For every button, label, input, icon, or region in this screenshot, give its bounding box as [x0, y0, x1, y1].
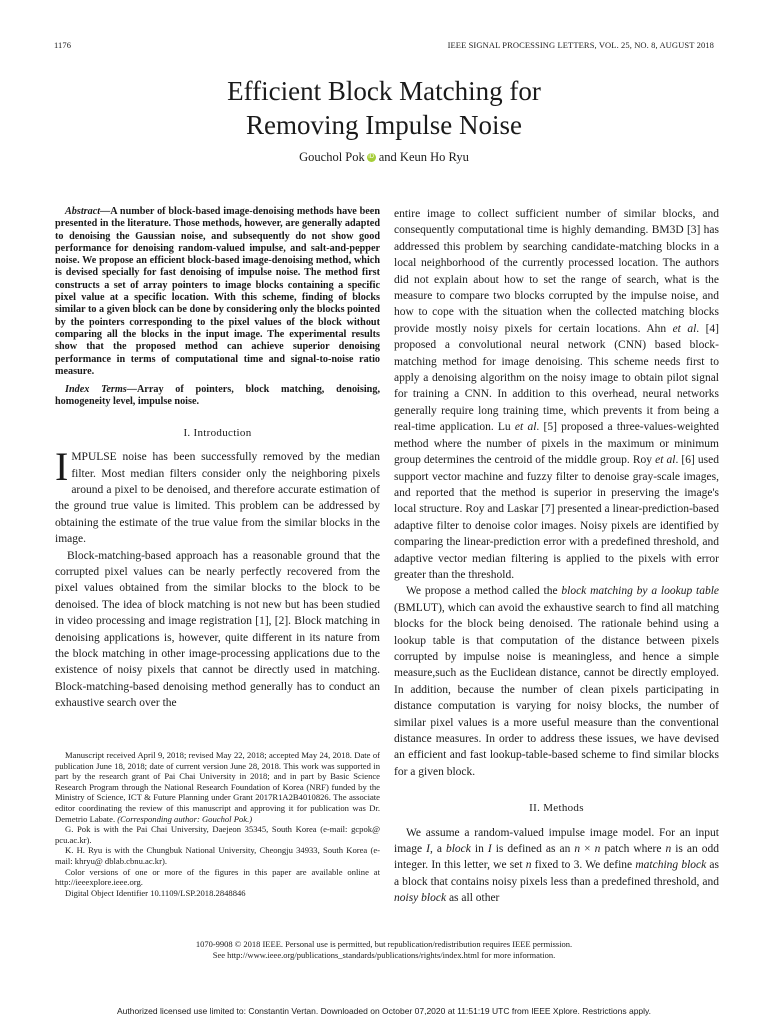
author-list [0, 150, 768, 165]
footnotes [55, 750, 380, 898]
footnote-color: Color versions of one or more of the figures in this paper are available online at http://ieeexplore.ieee.org. [55, 866, 380, 888]
footnote-doi: Digital Object Identifier 10.1109/LSP.2018.2848846 [65, 887, 246, 898]
bmlut-term: block matching by a lookup table [561, 585, 719, 598]
journal-header: IEEE SIGNAL PROCESSING LETTERS, VOL. 25, NO. 8, AUGUST 2018 [447, 40, 714, 50]
text-run: in [474, 843, 484, 856]
right-column [394, 206, 719, 907]
text-run: as all other [448, 892, 500, 905]
author-first: Gouchol Pok [299, 150, 365, 164]
footnote-pok: G. Pok is with the Pai Chai University, Daejeon 35345, South Korea (e-mail: gcpok@ pcu.ac.kr). [55, 824, 380, 845]
corresponding-author: (Corresponding author: Gouchol Pok.) [117, 813, 253, 824]
right-paragraph-2 [394, 583, 719, 780]
right-paragraph-1 [394, 206, 719, 583]
section-heading-methods: II. Methods [529, 802, 584, 815]
section-heading-introduction: I. Introduction [183, 426, 252, 439]
text-run: . [5] proposed a three-values-weighted method where the number of pixels in the maximum or minimum group determines the centroid of the middle group. Roy [394, 421, 719, 467]
left-column [55, 206, 380, 712]
paper-title [0, 74, 768, 142]
page-number: 1176 [54, 40, 72, 50]
title-line-1: Efficient Block Matching for [227, 76, 541, 106]
intro-paragraph-1 [55, 444, 380, 547]
var-n: n [525, 859, 532, 872]
intro-p1-text: MPULSE noise has been successfully removed by the median filter. Most median filters consider only the neighboring pixels around a pixel to be denoised, and therefore accurate estimation of the ground true value is limited. This problem can be addressed by obtaining the estimate of the true value from the similar blocks in the image. [55, 451, 380, 546]
abstract-text: A number of block-based image-denoising methods have been presented in the literature. Those methods, however, are generally adapted to denoising the Gaussian noise, and subsequently do not show good performance for denoising random-valued impulse, and salt-and-pepper noise. We propose an efficient block-based image-denoising method, which is devised specially for fast denoising of impulse noise. The method first constructs a set of array pointers to image blocks containing a specific pixel value at a specific location. With this scheme, finding of blocks similar to a given block can be done by considering only the blocks pointed by the pointers corresponding to the pixel values of the block without comparing all the blocks in the input image. The experimental results show that the proposed method can achieve superior denoising performance in terms of computational time and signal-to-noise ratio measure. [55, 206, 380, 377]
var-n: n [594, 843, 601, 856]
index-terms-text: Array of pointers, block matching, denoising, homogeneity level, impulse noise. [55, 384, 380, 408]
abstract [55, 206, 380, 378]
text-run: (BMLUT), which can avoid the exhaustive search to find all matching blocks for the block being denoised. The rationale behind using a lookup table is that computation of the distance between pixels corrupted by impulse noise is meaningless, and hence a simple measure,such as the Euclidean distance, cannot be directly employed. In addition, because the number of clean pixels participating in distance computation is varying for noisy blocks, the number of similar pixel values is a more useful measure than the conventional distance measures. In order to address these issues, we have devised an efficient and fast lookup-table-based scheme to find similar blocks for a given block. [394, 601, 719, 778]
matching-block-term: matching block [635, 859, 707, 872]
author-rest: and Keun Ho Ryu [378, 150, 469, 164]
text-run: We propose a method called the [406, 585, 558, 598]
text-run: fixed to 3. We define [534, 859, 633, 872]
footnote-manuscript [55, 750, 380, 824]
index-terms-label: Index Terms— [65, 384, 137, 396]
text-run: . [4] proposed a convolutional neural network (CNN) based block-matching method for image denoising. This scheme needs first to apply a denoising algorithm on the noisy image to obtain pilot signal for training a CNN. In addition to this overhead, neural networks generally require long training time, which prevents it from being a real-time application. Lu [394, 322, 719, 434]
text-run: is defined as an [495, 843, 571, 856]
footnote-manuscript-text: Manuscript received April 9, 2018; revised May 22, 2018; accepted May 24, 2018. Date of publication June 18, 2018; date of current version June 28, 2018. This work was supported in part by the research grant of Pai Chai University in 2018; and in part by Basic Science Research Program through the National Research Foundation of Korea (NRF) funded by the Ministry of Science, ICT & Future Planning under Grant 2017R1A2B4010826. The associate editor coordinating the review of this manuscript and approving it for publication was Dr. Demetrio Labate. [55, 750, 380, 824]
copyright-line-2[interactable]: See http://www.ieee.org/publications_standards/publications/rights/index.html for more information. [212, 950, 556, 960]
intro-paragraph-2: Block-matching-based approach has a reasonable ground that the corrupted pixel values can be nearly perfectly recovered from the pixel values obtained from the similar blocks to the block to be denoised. The idea of block matching is not new but has been studied in video processing and image registration [1], [2]. Block matching in denoising applications is, however, quite different in its nature from the block matching in other image-processing applications due to the existence of noisy pixels that cannot be directly used in matching. Block-matching-based denoising method generally has to conduct an exhaustive search over the [55, 549, 380, 710]
etal-1: et al [672, 322, 697, 335]
copyright-notice [0, 939, 768, 961]
methods-paragraph-1 [394, 825, 719, 907]
text-run: . [6] used support vector machine and fuzzy filter to denoise gray-scale images, and reported that the method is superior in preserving the image's local structure. Roy and Laskar [7] presented a linear-prediction-based adaptive filter to denoise color images. Noisy pixels are identified by comparing the linear-prediction error with a predefined threshold, and adaptive vector median filtering is applied to the pixels with error greater than the threshold. [394, 454, 719, 581]
var-n: n [665, 843, 672, 856]
text-run: entire image to collect sufficient number of similar blocks, and consequently computational time is highly demanding. BM3D [3] has addressed this problem by searching candidate-matching blocks in a local neighborhood of the currently processed location. The authors did not explain about how to set the range of search, what is the measure to compare two blocks corrupted by the impulse noise, and how to cope with the situation when the collected matching blocks provide mostly noisy pixels for certain locations. Ahn [394, 208, 719, 335]
drop-cap: I [55, 444, 69, 490]
text-run: is an odd integer. In this letter, we set [394, 843, 720, 872]
abstract-label: Abstract— [65, 206, 111, 217]
noisy-block-term: noisy block [394, 892, 447, 905]
text-run: , a [429, 843, 442, 856]
var-n: n [574, 843, 581, 856]
copyright-line-1: 1070-9908 © 2018 IEEE. Personal use is permitted, but republication/redistribution requires IEEE permission. [195, 939, 573, 949]
etal-2: et al [514, 421, 537, 434]
authorized-use-banner: Authorized licensed use limited to: Constantin Vertan. Downloaded on October 07,2020 at 11:51:19 UTC from IEEE Xplore. Restrictions apply. [116, 1006, 652, 1016]
var-i: I [426, 843, 430, 856]
var-i: I [487, 843, 492, 856]
times-symbol: × [584, 843, 591, 856]
orcid-icon[interactable]: iD [368, 154, 375, 160]
footnote-ryu: K. H. Ryu is with the Chungbuk National University, Cheongju 34933, South Korea (e-mail: khryu@ dblab.cbnu.ac.kr). [55, 845, 380, 866]
index-terms [55, 384, 380, 409]
title-line-2: Removing Impulse Noise [246, 110, 522, 140]
etal-3: et al [655, 454, 676, 467]
text-run: patch where [604, 843, 662, 856]
block-term: block [445, 843, 471, 856]
text-run: as a block that contains noisy pixels less than a predefined threshold, and [394, 859, 720, 888]
text-run: We assume a random-valued impulse image model. For an input image [394, 826, 719, 856]
